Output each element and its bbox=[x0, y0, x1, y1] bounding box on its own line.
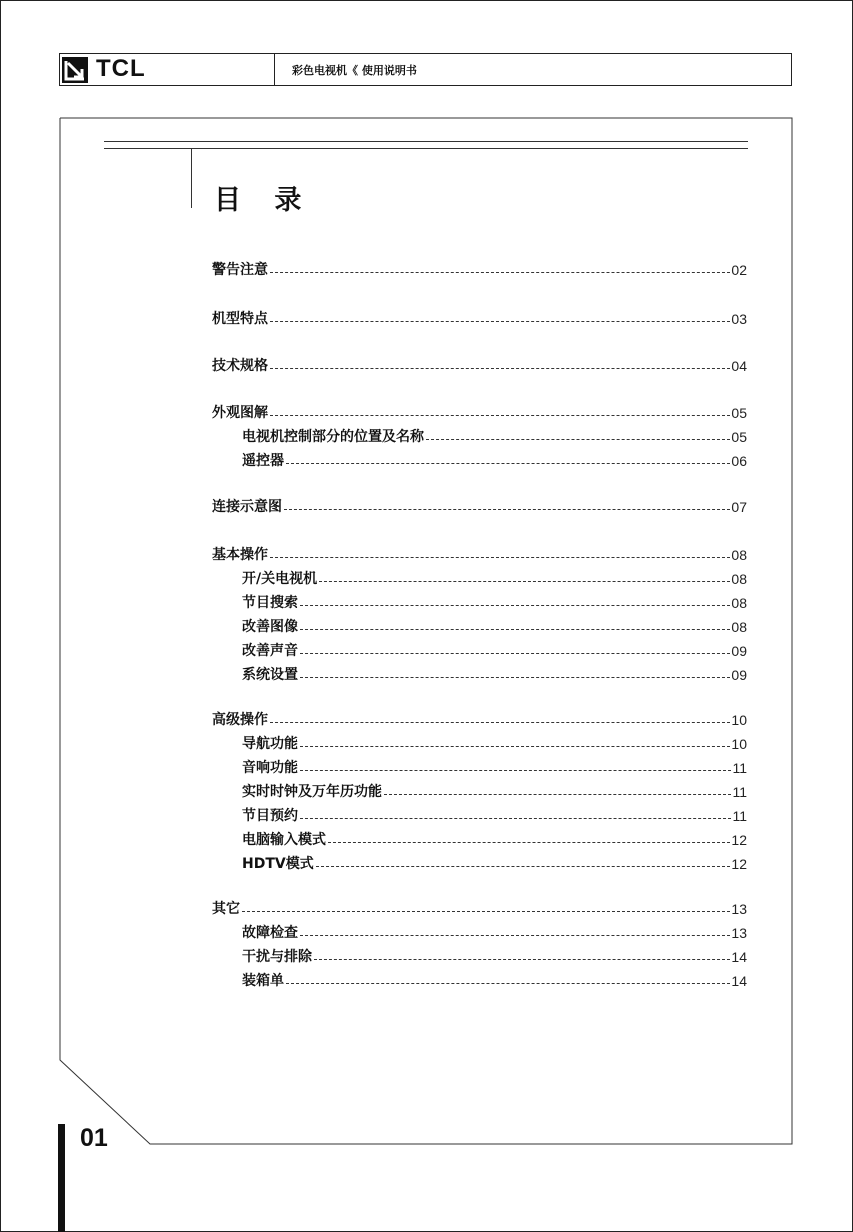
toc-entry-page: 09 bbox=[731, 643, 747, 659]
toc-entry-label: 机型特点 bbox=[212, 311, 268, 327]
toc-entry-page: 11 bbox=[732, 784, 747, 800]
toc-entry[interactable] bbox=[242, 617, 747, 637]
toc-leader-dots bbox=[328, 841, 730, 843]
toc-entry[interactable] bbox=[212, 899, 747, 919]
toc-entry[interactable] bbox=[242, 830, 747, 850]
toc-entry-page: 05 bbox=[731, 405, 747, 421]
toc-entry-page: 08 bbox=[731, 571, 747, 587]
toc-entry-page: 05 bbox=[731, 429, 747, 445]
top-rule bbox=[104, 141, 748, 142]
title-vertical-rule bbox=[191, 149, 192, 208]
toc-entry[interactable] bbox=[242, 923, 747, 943]
toc-entry-label: 其它 bbox=[212, 901, 240, 917]
toc-entry-page: 13 bbox=[731, 901, 747, 917]
toc-entry[interactable] bbox=[212, 260, 747, 280]
toc-title: 目 录 bbox=[214, 185, 314, 216]
toc-leader-dots bbox=[300, 604, 730, 606]
toc-leader-dots bbox=[270, 367, 730, 369]
page-number: 01 bbox=[80, 1124, 108, 1152]
toc-entry-label: 装箱单 bbox=[242, 973, 284, 989]
toc-leader-dots bbox=[384, 793, 731, 795]
toc-entry-label: 基本操作 bbox=[212, 547, 268, 563]
toc-entry-label: 改善图像 bbox=[242, 619, 298, 635]
toc-entry-page: 10 bbox=[731, 712, 747, 728]
toc-entry-page: 14 bbox=[731, 949, 747, 965]
toc-entry-label: 外观图解 bbox=[212, 405, 268, 421]
toc-entry[interactable] bbox=[242, 593, 747, 613]
toc-entry-label: 故障检查 bbox=[242, 925, 298, 941]
toc-leader-dots bbox=[300, 628, 730, 630]
toc-leader-dots bbox=[270, 414, 730, 416]
toc-entry[interactable] bbox=[242, 641, 747, 661]
toc-leader-dots bbox=[270, 320, 730, 322]
page-number-bar bbox=[58, 1124, 65, 1232]
toc-entry-page: 10 bbox=[731, 736, 747, 752]
brand-name: TCL bbox=[96, 55, 146, 82]
toc-leader-dots bbox=[270, 556, 730, 558]
top-rule-secondary bbox=[104, 148, 748, 149]
toc-entry[interactable] bbox=[242, 806, 747, 826]
toc-entry-label: 连接示意图 bbox=[212, 499, 282, 515]
toc-entry[interactable] bbox=[212, 403, 747, 423]
toc-entry-label: HDTV模式 bbox=[242, 856, 314, 872]
toc-entry[interactable] bbox=[242, 569, 747, 589]
toc-entry-page: 09 bbox=[731, 667, 747, 683]
toc-entry[interactable] bbox=[242, 427, 747, 447]
toc-entry[interactable] bbox=[212, 356, 747, 376]
toc-entry[interactable] bbox=[242, 947, 747, 967]
toc-entry-label: 节目搜索 bbox=[242, 595, 298, 611]
toc-entry-page: 07 bbox=[731, 499, 747, 515]
toc-entry[interactable] bbox=[242, 758, 747, 778]
toc-entry-label: 实时时钟及万年历功能 bbox=[242, 784, 382, 800]
toc-entry-label: 遥控器 bbox=[242, 453, 284, 469]
toc-entry-label: 高级操作 bbox=[212, 712, 268, 728]
toc-entry-page: 11 bbox=[732, 808, 747, 824]
toc-entry[interactable] bbox=[212, 309, 747, 329]
toc-leader-dots bbox=[300, 817, 731, 819]
toc-entry-page: 04 bbox=[731, 358, 747, 374]
toc-leader-dots bbox=[300, 934, 730, 936]
toc-entry-label: 系统设置 bbox=[242, 667, 298, 683]
toc-entry-label: 导航功能 bbox=[242, 736, 298, 752]
toc-entry-label: 改善声音 bbox=[242, 643, 298, 659]
toc-leader-dots bbox=[319, 580, 730, 582]
toc-leader-dots bbox=[426, 438, 730, 440]
toc-entry-label: 节目预约 bbox=[242, 808, 298, 824]
toc-entry-label: 技术规格 bbox=[212, 358, 268, 374]
toc-leader-dots bbox=[316, 865, 731, 867]
toc-entry-page: 06 bbox=[731, 453, 747, 469]
toc-entry[interactable] bbox=[212, 710, 747, 730]
toc-entry[interactable] bbox=[242, 782, 747, 802]
toc-entry[interactable] bbox=[242, 971, 747, 991]
toc-entry[interactable] bbox=[242, 665, 747, 685]
toc-entry-page: 08 bbox=[731, 619, 747, 635]
toc-entry-label: 电脑输入模式 bbox=[242, 832, 326, 848]
toc-entry[interactable] bbox=[242, 451, 747, 471]
toc-leader-dots bbox=[286, 462, 730, 464]
toc-entry-page: 14 bbox=[731, 973, 747, 989]
toc-entry-page: 02 bbox=[731, 262, 747, 278]
toc-entry[interactable] bbox=[212, 545, 747, 565]
toc-entry[interactable] bbox=[242, 854, 747, 874]
toc-leader-dots bbox=[242, 910, 730, 912]
toc-leader-dots bbox=[284, 508, 730, 510]
toc-entry[interactable] bbox=[212, 497, 747, 517]
toc-leader-dots bbox=[270, 271, 730, 273]
toc-leader-dots bbox=[314, 958, 730, 960]
toc-leader-dots bbox=[300, 745, 730, 747]
toc-leader-dots bbox=[300, 652, 730, 654]
toc-entry-page: 08 bbox=[731, 547, 747, 563]
toc-entry-page: 03 bbox=[731, 311, 747, 327]
toc-entry-label: 电视机控制部分的位置及名称 bbox=[242, 429, 424, 445]
toc-entry-label: 音响功能 bbox=[242, 760, 298, 776]
toc-entry-page: 12 bbox=[731, 832, 747, 848]
manual-title: 彩色电视机《 使用说明书 bbox=[292, 64, 417, 77]
toc-entry-page: 08 bbox=[731, 595, 747, 611]
toc-leader-dots bbox=[300, 769, 731, 771]
toc-entry[interactable] bbox=[242, 734, 747, 754]
toc-entry-page: 11 bbox=[732, 760, 747, 776]
toc-entry-page: 12 bbox=[731, 856, 747, 872]
toc-entry-label: 警告注意 bbox=[212, 262, 268, 278]
toc-entry-label: 干扰与排除 bbox=[242, 949, 312, 965]
toc-leader-dots bbox=[286, 982, 730, 984]
toc-entry-page: 13 bbox=[731, 925, 747, 941]
toc-entry-label: 开/关电视机 bbox=[242, 571, 318, 587]
toc-leader-dots bbox=[300, 676, 730, 678]
toc-leader-dots bbox=[270, 721, 730, 723]
